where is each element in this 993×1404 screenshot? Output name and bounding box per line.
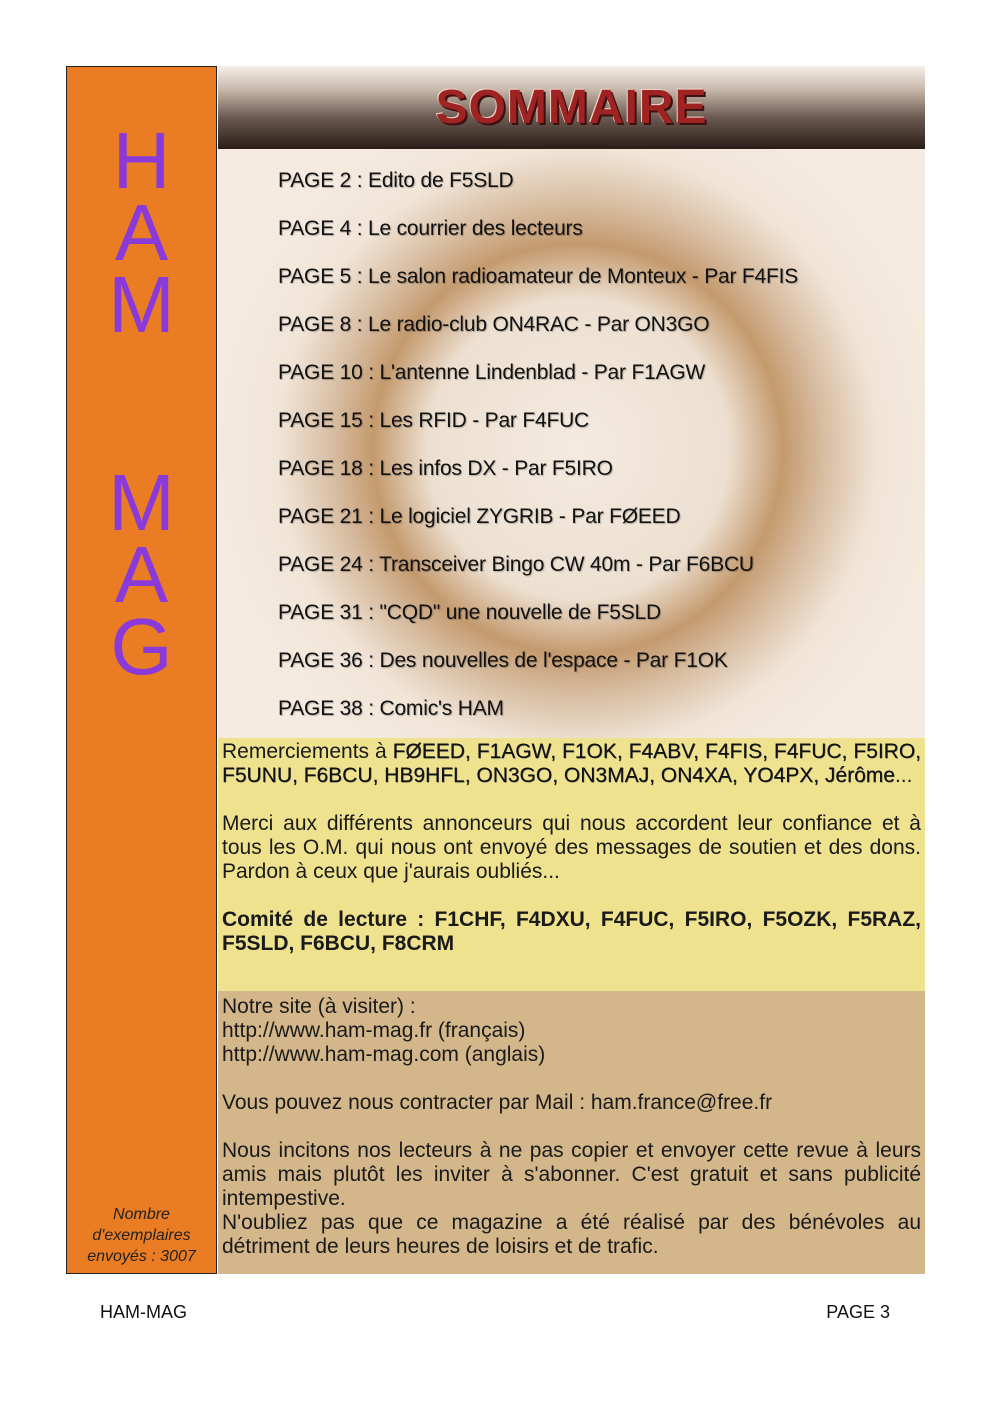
toc-item[interactable]: PAGE 4 : Le courrier des lecteurs	[278, 217, 583, 240]
copy-note: Nous incitons nos lecteurs à ne pas copier et envoyer cette revue à leurs amis mais plutôt les inviter à s'abonner. C'est gratuit et sans publicité intempestive.	[222, 1139, 921, 1210]
vertical-title	[67, 116, 216, 691]
title-letter: M	[108, 458, 175, 547]
page-header	[218, 66, 925, 149]
toc-item[interactable]: PAGE 36 : Des nouvelles de l'espace - Par F1OK	[278, 649, 728, 672]
footer-page-number: PAGE 3	[826, 1302, 890, 1322]
title-letter: M	[108, 260, 175, 349]
title-letter: A	[114, 530, 169, 619]
sidebar-banner	[66, 66, 217, 1274]
toc-item[interactable]: PAGE 21 : Le logiciel ZYGRIB - Par FØEED	[278, 505, 681, 528]
contact-section	[218, 991, 925, 1274]
toc-item[interactable]: PAGE 38 : Comic's HAM	[278, 697, 504, 720]
volunteer-note: N'oubliez pas que ce magazine a été réalisé par des bénévoles au détriment de leurs heures de loisirs et de trafic.	[222, 1211, 921, 1258]
toc-item[interactable]: PAGE 15 : Les RFID - Par F4FUC	[278, 409, 590, 432]
toc-item[interactable]: PAGE 2 : Edito de F5SLD	[278, 169, 514, 192]
mail-line[interactable]: Vous pouvez nous contracter par Mail : ham.france@free.fr	[222, 1091, 773, 1114]
thanks-paragraph: Remerciements à FØEED, F1AGW, F1OK, F4ABV, F4FIS, F4FUC, F5IRO, F5UNU, F6BCU, HB9HFL, ON3GO, ON3MAJ, ON4XA, YO4PX, Jérôme...	[222, 740, 921, 787]
copies-note: Nombre d'exemplaires envoyés : 3007	[87, 1206, 196, 1265]
table-of-contents	[218, 149, 925, 738]
site-link-en[interactable]: http://www.ham-mag.com (anglais)	[222, 1043, 546, 1066]
site-link-fr[interactable]: http://www.ham-mag.fr (français)	[222, 1019, 526, 1042]
advertisers-paragraph: Merci aux différents annonceurs qui nous accordent leur confiance et à tous les O.M. qui nous ont envoyé des messages de soutien et des dons. Pardon à ceux que j'aurais oubliés...	[222, 812, 921, 883]
toc-item[interactable]: PAGE 10 : L'antenne Lindenblad - Par F1AGW	[278, 361, 706, 384]
title-letter: A	[114, 188, 169, 277]
page-title: SOMMAIRE	[435, 81, 708, 134]
footer-magazine-name: HAM-MAG	[100, 1302, 187, 1322]
toc-item[interactable]: PAGE 24 : Transceiver Bingo CW 40m - Par F6BCU	[278, 553, 754, 576]
title-letter: G	[110, 602, 173, 691]
thanks-names: FØEED, F1AGW, F1OK, F4ABV, F4FIS, F4FUC, F5IRO, F5UNU, F6BCU, HB9HFL, ON3GO, ON3MAJ, ON4XA, YO4PX, Jérôme	[222, 740, 921, 787]
toc-item[interactable]: PAGE 31 : "CQD" une nouvelle de F5SLD	[278, 601, 661, 624]
title-letter: H	[112, 116, 171, 205]
thanks-section	[218, 738, 925, 991]
toc-item[interactable]: PAGE 5 : Le salon radioamateur de Monteux - Par F4FIS	[278, 265, 799, 288]
committee-paragraph: Comité de lecture : F1CHF, F4DXU, F4FUC, F5IRO, F5OZK, F5RAZ, F5SLD, F6BCU, F8CRM	[222, 908, 921, 955]
site-label: Notre site (à visiter) :	[222, 995, 416, 1018]
toc-item[interactable]: PAGE 8 : Le radio-club ON4RAC - Par ON3GO	[278, 313, 710, 336]
toc-item[interactable]: PAGE 18 : Les infos DX - Par F5IRO	[278, 457, 613, 480]
